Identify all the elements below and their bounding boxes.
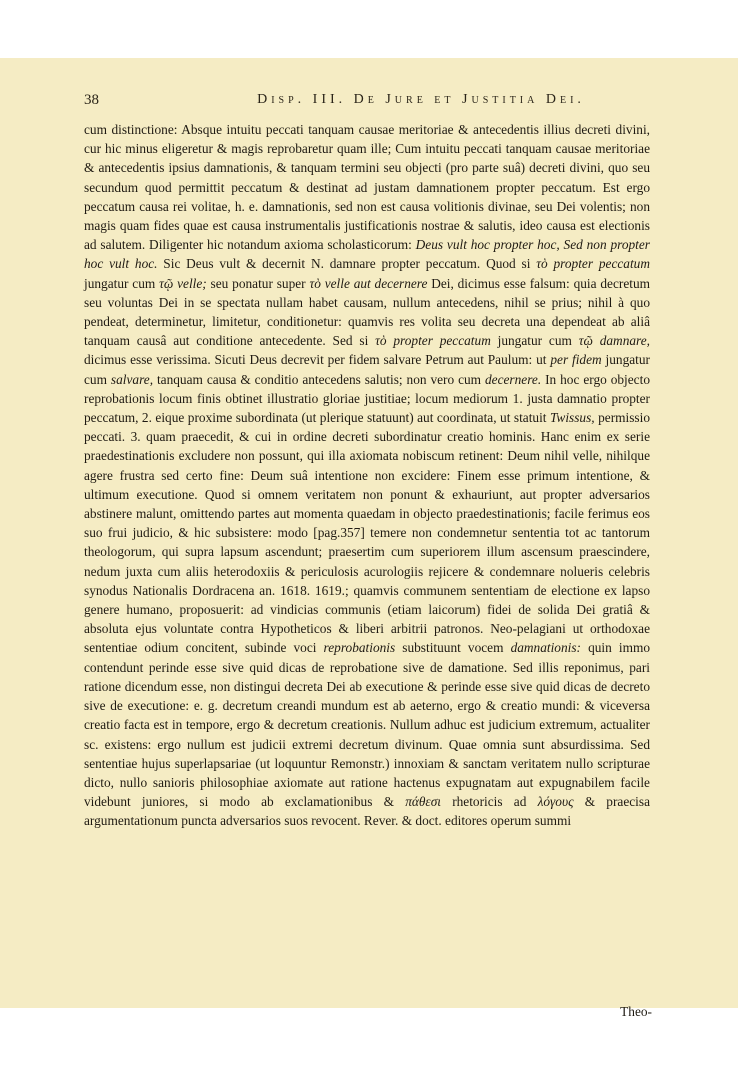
text-run: Sic Deus vult & decernit N. damnare propter peccatum. Quod si [157,256,537,272]
greek-article: τὸ [536,256,548,272]
text-run: substituunt vocem [395,640,511,656]
greek-article: τῷ [159,275,174,291]
italic-phrase: propter peccatum [386,333,491,349]
text-run: & praecisa argumentationum puncta adversarios suos revocent. Rever. & doct. editores operum summi [84,794,651,829]
greek-article: τὸ [375,333,387,349]
italic-name: Twissus, [550,410,595,426]
text-run: tanquam causa & conditio antecedens salutis; non vero cum [153,371,485,387]
text-run: permissio peccati. 3. quam praecedit, & cui in ordine decreti subordinatur creatio hominis. Hanc enim ex serie praedestinationis excludere non possunt, qui illa axiomata nobiscum retinent: Deum nihil velle, nihilque agere frustra sed certo fine: Deum suâ intentione non excidere: Finem esse primum intentione, & ultimum executione. Quod si omnem veritatem non ponunt & exhauriunt, aut propter adversarios abstinere malunt, omittendo partes aut momenta quaedam in objecto praedestinationis; facile ferimus eos suo frui judicio, & hic subsistere: modo [pag.357] temere non condemnetur sententia tot ac tantorum theologorum, qui supra lapsum ascendunt; praesertim cum superiorem illum ascensum praescindere, nedum juxta cum aliis heterodoxiis & periculosis acurologiis rejicere & condemnare nolueris celebris synodus Nationalis Dordracena an. 1618. 1619.; quamvis communem sententiam de electione ex lapso genere humano, proposuerit: ad vindicias communis (etiam laicorum) fidei de solida Dei gratiâ & absoluta ejus voluntate contra Hypotheticos & liberi arbitrii patronos. Neo-pelagiani ut orthodoxae sententiae odium concitent, subinde voci [84,410,650,656]
greek-word: λόγους [537,794,574,810]
text-run: seu ponatur super [206,275,310,291]
italic-phrase: damnationis: [510,640,581,656]
text-run: Dei, dicimus esse falsum: quia decretum seu voluntas Dei in se spectata nullam habet causam, nullum antecedens, nihil se prius; nihil à quo pendeat, determinetur, limitetur, conditionetur: quamvis res volita seu decreta una dependeat ab aliâ tanquam causâ aut conditione antecedente. Sed si [84,275,651,349]
italic-phrase: velle; [173,275,207,291]
greek-article: τὸ [309,275,321,291]
body-text [84,120,650,831]
catchword: Theo- [620,1004,652,1019]
italic-phrase: per fidem [550,352,602,368]
text-run: rhetoricis ad [440,794,538,810]
running-head: Disp. III. De Jure et Justitia Dei. [257,92,585,107]
greek-word: πάθεσι [405,794,441,810]
page-number: 38 [84,92,99,108]
text-run: jungatur cum [84,352,650,387]
italic-phrase: damnare, [592,333,650,349]
text-run: cum distinctione: Absque intuitu peccati tanquam causae meritoriae & antecedentis illius decreti divini, cur hic minus eligeretur & magis reprobaretur quam ille; Cum intuitu peccati tanquam causae meritoriae & antecedentis ipsius damnationis, & tanquam termini seu objecti (pro parte suâ) decreti divini, quo seu secundum quod permittit peccatum & destinat ad justam damnationem propter peccatum. Est ergo peccatum causa rei volitae, h. e. damnationis, sed non est causa volitionis divinae, seu Dei volentis; non magis quam fides quae est causa instrumentalis justificationis nostrae & salutis, ideo causa est electionis ad salutem. Diligenter hic notandum axioma scholasticorum: [84,122,650,253]
page-header [84,92,648,114]
italic-phrase: propter peccatum [547,256,650,272]
italic-phrase: salvare, [110,371,154,387]
text-run: jungatur cum [490,333,579,349]
text-run: quin immo contendunt perinde esse sive quid dicas de reprobatione sive de damatione. Sed illis reponimus, pari ratione dicendum esse, non distingui decreta Dei ab executione & perinde esse sive quid dicas de decreto sive de executione: e. g. decretum creandi mundum est ab aeterno, ergo & creatio mundi: & viceversa creatio facta est in tempore, ergo & decretum creationis. Nullum adhuc est judicium extremum, actualiter sc. existens: ergo nullum est judicii extremi decretum divinum. Quae omnia sunt absurdissima. Sed sententiae hujus superlapsariae (ut loquuntur Remonstr.) innoxiam & sanctam veritatem nullo scripturae dicto, nullo sanioris philosophiae axiomate aut ratione hactenus expugnatam aut expugnabilem facile videbunt juniores, si modo ab exclamationibus & [84,640,650,810]
text-run: In hoc ergo objecto reprobationis locum finis obtinet illustratio gloriae justitiae; locum mediorum 1. justa damnatio propter peccatum, 2. eique proxime subordinata (ut plerique statuunt) aut coordinata, ut statuit [84,371,650,426]
greek-article: τῷ [578,333,593,349]
scholastic-axiom: Deus vult hoc propter hoc, Sed non propter hoc vult hoc. [84,237,650,272]
text-run: jungatur cum [84,275,160,291]
text-run: dicimus esse verissima. Sicuti Deus decrevit per fidem salvare Petrum aut Paulum: ut [84,352,551,368]
italic-phrase: reprobationis [323,640,396,656]
italic-phrase: decernere. [484,371,542,387]
italic-phrase: velle aut decernere [320,275,428,291]
book-page [0,58,738,1019]
